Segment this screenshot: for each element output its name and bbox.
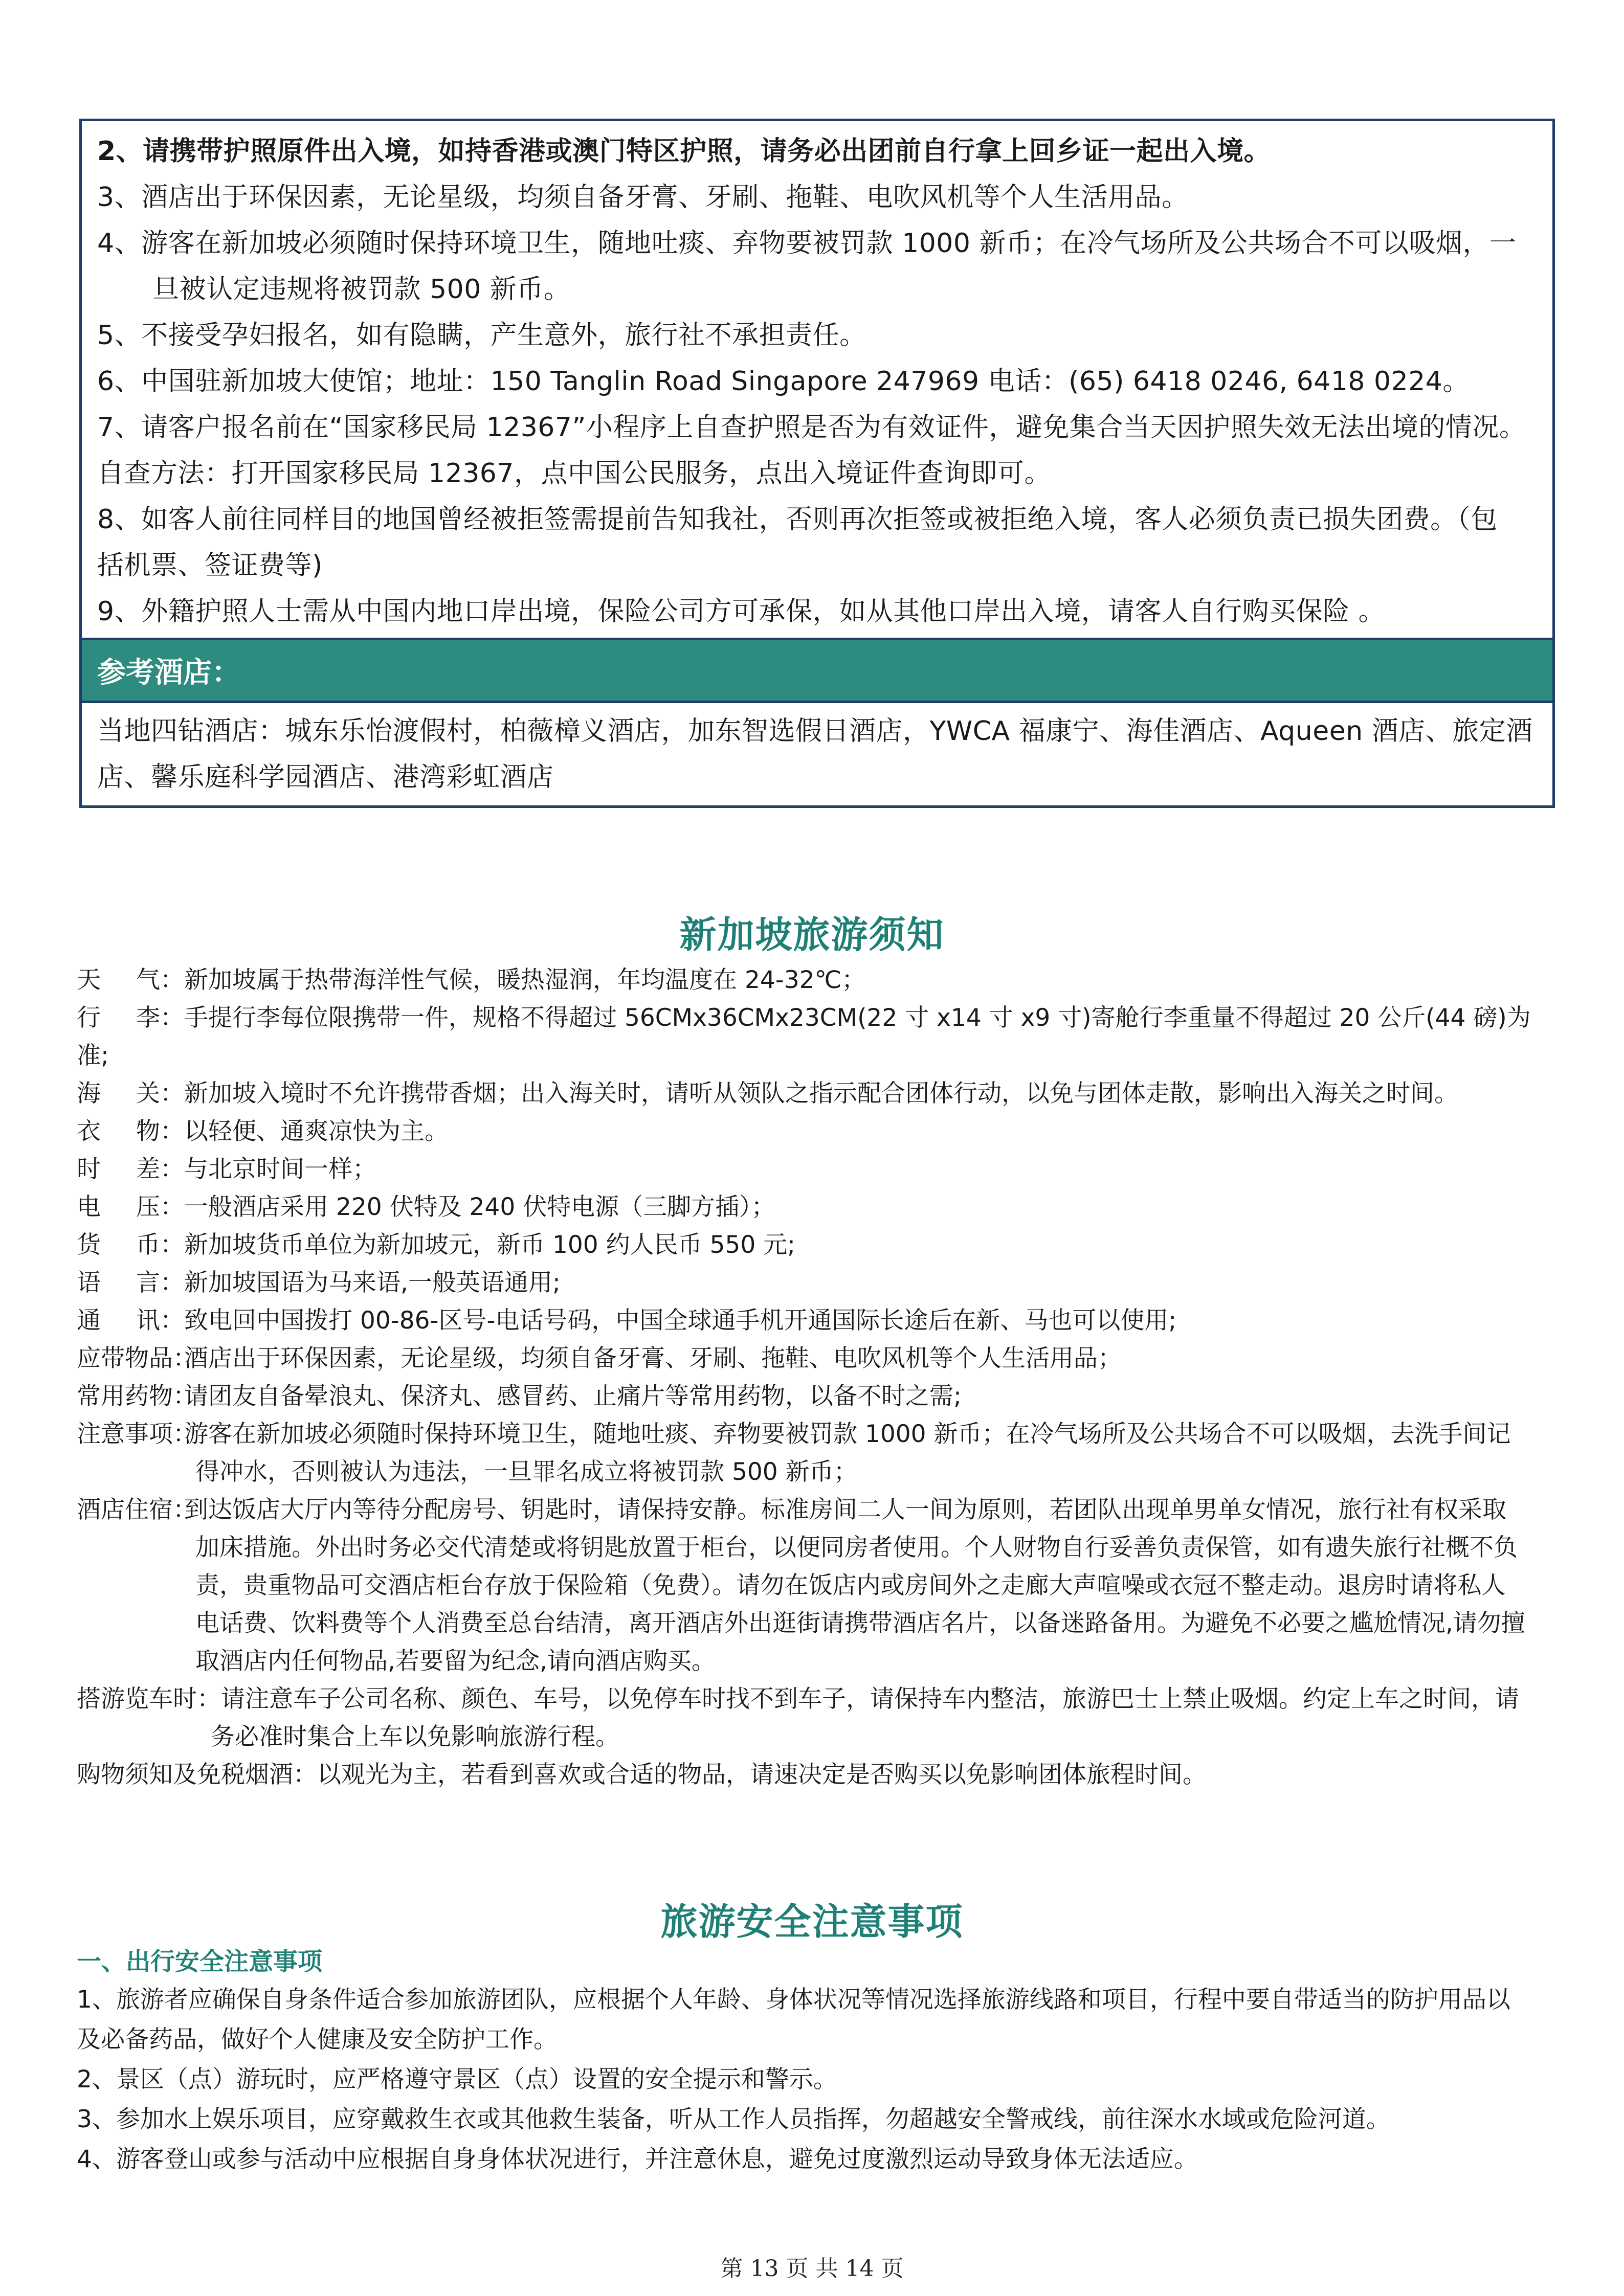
safety-line: 及必备药品，做好个人健康及安全防护工作。 [77, 2025, 558, 2054]
safety-title: 旅游安全注意事项 [660, 1900, 964, 1943]
info-label: 海 关： [77, 1079, 184, 1108]
info-label: 货 币： [77, 1231, 184, 1259]
info-row-customs [77, 1075, 1555, 1113]
note-item: 3、酒店出于环保因素，无论星级，均须自备牙膏、牙刷、拖鞋、电吹风机等个人生活用品。 [97, 182, 1189, 213]
info-value: 与北京时间一样； [184, 1155, 376, 1183]
safety-line: 4、游客登山或参与活动中应根据自身身体状况进行，并注意休息，避免过度激烈运动导致身体无法适应。 [77, 2145, 1198, 2173]
info-value: 以轻便、通爽凉快为主。 [184, 1117, 449, 1145]
info-row-telecom [77, 1302, 1555, 1340]
info-value: 新加坡国语为马来语,一般英语通用; [184, 1269, 561, 1297]
info-value: 新加坡属于热带海洋性气候，暖热湿润，年均温度在 24-32℃； [184, 966, 866, 994]
notes-list [82, 121, 1552, 638]
info-row-shopping [77, 1756, 1555, 1794]
info-value: 游客在新加坡必须随时保持环境卫生，随地吐痰、弃物要被罚款 1000 新币；在冷气场所及公共场合不可以吸烟，去洗手间记 [184, 1420, 1511, 1448]
info-label: 行 李： [77, 1004, 184, 1032]
info-row-tour-bus [77, 1680, 1555, 1718]
info-value: 新加坡货币单位为新加坡元，新币 100 约人民币 550 元; [184, 1231, 796, 1259]
info-value: 到达饭店大厅内等待分配房号、钥匙时，请保持安静。标准房间二人一间为原则，若团队出现单男单女情况，旅行社有权采取 [184, 1496, 1506, 1524]
safety-subtitle: 一、出行安全注意事项 [77, 1947, 323, 1976]
info-label: 电 压： [77, 1193, 184, 1221]
info-row-notes [77, 1415, 1555, 1453]
info-row-timezone [77, 1151, 1555, 1188]
info-label: 注意事项： [77, 1420, 197, 1448]
safety-line: 1、旅游者应确保自身条件适合参加旅游团队，应根据个人年龄、身体状况等情况选择旅游线路和项目，行程中要自带适当的防护用品以 [77, 1986, 1510, 2014]
info-value: 新加坡入境时不允许携带香烟；出入海关时，请听从领队之指示配合团体行动，以免与团体走散，影响出入海关之时间。 [184, 1079, 1458, 1108]
info-row-luggage [77, 999, 1555, 1037]
hotel-section-heading: 参考酒店： [82, 638, 1552, 703]
info-row-continuation: 责，贵重物品可交酒店柜台存放于保险箱（免费）。请勿在饭店内或房间外之走廊大声喧噪或衣冠不整走动。退房时请将私人 [195, 1571, 1506, 1600]
hotel-line: 当地四钻酒店：城东乐怡渡假村，柏薇樟义酒店，加东智选假日酒店，YWCA 福康宁、海佳酒店、Aqueen 酒店、旅定酒 [97, 716, 1533, 747]
note-item: 括机票、签证费等) [97, 550, 323, 581]
info-value: 酒店出于环保因素，无论星级，均须自备牙膏、牙刷、拖鞋、电吹风机等个人生活用品； [184, 1344, 1122, 1372]
safety-line: 3、参加水上娱乐项目，应穿戴救生衣或其他救生装备，听从工作人员指挥，勿超越安全警戒线，前往深水水域或危险河道。 [77, 2105, 1390, 2133]
info-label: 衣 物： [77, 1117, 184, 1145]
info-label: 语 言： [77, 1269, 184, 1297]
info-row-continuation: 取酒店内任何物品,若要留为纪念,请向酒店购买。 [195, 1647, 716, 1675]
note-item: 2、请携带护照原件出入境，如持香港或澳门特区护照，请务必出团前自行拿上回乡证一起出入境。 [97, 136, 1271, 167]
info-label: 应带物品： [77, 1344, 197, 1372]
info-row-language [77, 1264, 1555, 1302]
info-row-currency [77, 1226, 1555, 1264]
info-label: 购物须知及免税烟酒： [77, 1761, 317, 1789]
info-label: 通 讯： [77, 1307, 184, 1335]
info-row-continuation: 电话费、饮料费等个人消费至总台结清，离开酒店外出逛街请携带酒店名片，以备迷路备用。为避免不必要之尴尬情况,请勿擅 [195, 1609, 1525, 1637]
travel-info-list [77, 961, 1555, 1794]
note-item: 4、游客在新加坡必须随时保持环境卫生，随地吐痰、弃物要被罚款 1000 新币；在冷气场所及公共场合不可以吸烟，一 [97, 228, 1517, 259]
note-item: 6、中国驻新加坡大使馆；地址：150 Tanglin Road Singapore 247969 电话：(65) 6418 0246, 6418 0224。 [97, 366, 1470, 397]
info-row-voltage [77, 1188, 1555, 1226]
info-row-weather [77, 961, 1555, 999]
note-item: 旦被认定违规将被罚款 500 新币。 [152, 274, 571, 305]
info-value: 以观光为主，若看到喜欢或合适的物品，请速决定是否购买以免影响团体旅程时间。 [317, 1761, 1207, 1789]
info-row-continuation: 准; [77, 1042, 109, 1070]
travel-info-title: 新加坡旅游须知 [679, 913, 945, 956]
info-row-continuation: 加床措施。外出时务必交代清楚或将钥匙放置于柜台，以便同房者使用。个人财物自行妥善负责保管，如有遗失旅行社概不负 [195, 1534, 1518, 1562]
info-row-continuation: 得冲水，否则被认为违法，一旦罪名成立将被罚款 500 新币； [195, 1458, 858, 1486]
info-label: 酒店住宿： [77, 1496, 197, 1524]
note-item: 8、如客人前往同样目的地国曾经被拒签需提前告知我社，否则再次拒签或被拒绝入境，客人必须负责已损失团费。（包 [97, 504, 1498, 535]
info-value: 手提行李每位限携带一件，规格不得超过 56CMx36CMx23CM(22 寸 x14 寸 x9 寸)寄舱行李重量不得超过 20 公斤(44 磅)为 [184, 1004, 1531, 1032]
note-item: 7、请客户报名前在“国家移民局 12367”小程序上自查护照是否为有效证件，避免集合当天因护照失效无法出境的情况。 [97, 412, 1526, 443]
hotel-line: 店、馨乐庭科学园酒店、港湾彩虹酒店 [97, 762, 554, 793]
info-label: 天 气： [77, 966, 184, 994]
info-row-hotel-stay [77, 1491, 1555, 1529]
note-item: 9、外籍护照人士需从中国内地口岸出境，保险公司方可承保，如从其他口岸出入境，请客人自行购买保险 。 [97, 596, 1386, 627]
notes-box [79, 119, 1555, 808]
page-footer: 第 13 页 共 14 页 [720, 2256, 904, 2282]
info-row-medicine [77, 1378, 1555, 1415]
info-value: 请注意车子公司名称、颜色、车号，以免停车时找不到车子，请保持车内整洁，旅游巴士上禁止吸烟。约定上车之时间，请 [221, 1685, 1519, 1713]
info-row-continuation: 务必准时集合上车以免影响旅游行程。 [211, 1723, 619, 1751]
info-label: 常用药物： [77, 1382, 197, 1410]
info-value: 致电回中国拨打 00-86-区号-电话号码，中国全球通手机开通国际长途后在新、马也可以使用; [184, 1307, 1177, 1335]
safety-line: 2、景区（点）游玩时，应严格遵守景区（点）设置的安全提示和警示。 [77, 2065, 837, 2094]
info-row-clothing [77, 1113, 1555, 1151]
info-value: 请团友自备晕浪丸、保济丸、感冒药、止痛片等常用药物，以备不时之需; [184, 1382, 962, 1410]
info-label: 时 差： [77, 1155, 184, 1183]
info-value: 一般酒店采用 220 伏特及 240 伏特电源（三脚方插）； [184, 1193, 775, 1221]
info-row-items [77, 1340, 1555, 1378]
info-label: 搭游览车时： [77, 1685, 221, 1713]
note-item: 5、不接受孕妇报名，如有隐瞒，产生意外，旅行社不承担责任。 [97, 320, 866, 351]
note-item: 自查方法：打开国家移民局 12367，点中国公民服务，点出入境证件查询即可。 [97, 458, 1051, 489]
safety-section [77, 1943, 1555, 2179]
hotel-list [82, 703, 1552, 805]
